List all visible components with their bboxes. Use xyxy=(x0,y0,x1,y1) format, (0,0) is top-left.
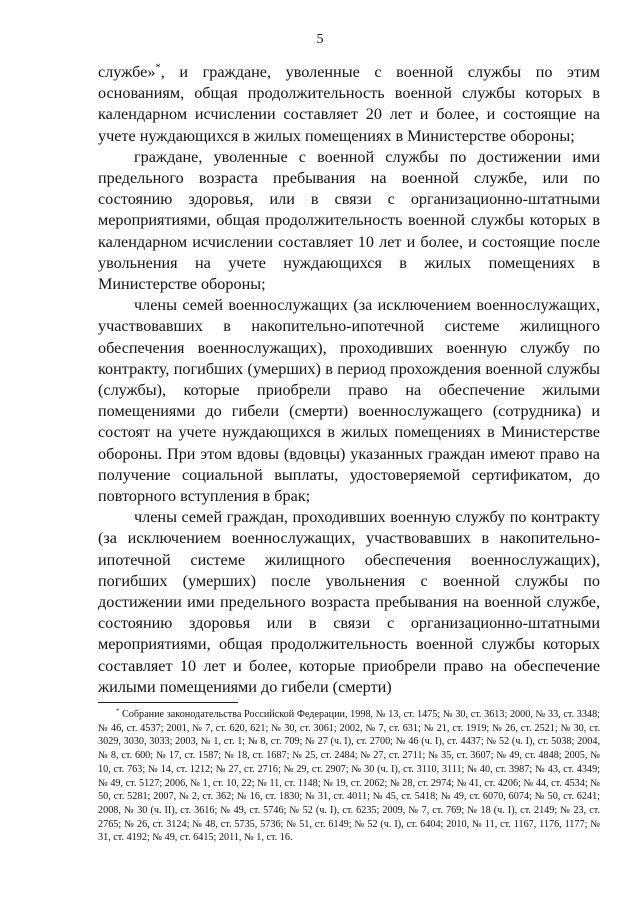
paragraph-1-text-end: , и граждане, уволенные с военной службы по этим основаниям, общая продолжительность военной службы которых в календарном исчислении составляет 20 лет и более, и состоящие на учете нуждающихся в жилых помещениях в Министерстве обороны; xyxy=(98,63,600,145)
paragraph-1-text-start: службе» xyxy=(98,63,156,81)
footnote-separator xyxy=(98,702,238,703)
paragraph-2: граждане, уволенные с военной службы по достижении ими предельного возраста пребывания на военной службе, или по состоянию здоровья, или в связи с организационно-штатными мероприятиями, общая продолжительность военной службы которых в календарном исчислении составляет 10 лет и более, и состоящие после увольнения на учете нуждающихся в жилых помещениях в Министерстве обороны; xyxy=(98,147,600,294)
paragraph-1 xyxy=(98,62,600,147)
footnote xyxy=(98,708,600,845)
footnote-reference-mark: * xyxy=(155,62,161,74)
paragraph-3: члены семей военнослужащих (за исключением военнослужащих, участвовавших в накопительно-ипотечной системе жилищного обеспечения военнослужащих), проходивших военную службу по контракту, погибших (умерших) в период прохождения военной службы (службы), которые приобрели право на обеспечение жилыми помещениями до гибели (смерти) военнослужащего (сотрудника) и состоят на учете нуждающихся в жилых помещениях в Министерстве обороны. При этом вдовы (вдовцы) указанных граждан имеют право на получение социальной выплаты, удостоверяемой сертификатом, до повторного вступления в брак; xyxy=(98,296,600,506)
main-text xyxy=(98,62,600,698)
footnote-mark: * xyxy=(116,707,120,715)
footnote-text xyxy=(98,708,600,845)
paragraph-4: члены семей граждан, проходивших военную службу по контракту (за исключением военнослужащих, участвовавших в накопительно-ипотечной системе жилищного обеспечения военнослужащих), погибших (умерших) после увольнения с военной службы по достижении ими предельного возраста пребывания на военной службе, состоянию здоровья или в связи с организационно-штатными мероприятиями, общая продолжительность военной службы которых составляет 10 лет и более, которые приобрели право на обеспечение жилыми помещениями до гибели (смерти) xyxy=(98,508,600,696)
footnote-citation: Собрание законодательства Российской Федерации, 1998, № 13, ст. 1475; № 30, ст. 3613; 2000, № 33, ст. 3348; № 46, ст. 4537; 2001, № 7, ст. 620, 621; № 30, ст. 3061; 2002, № 7, ст. 631; № 21, ст. 1919; № 26, ст. 2521; № 30, ст. 3029, 3030, 3033; 2003, № 1, ст. 1; № 8, ст. 709; № 27 (ч. I), ст. 2700; № 46 (ч. I), ст. 4437; № 52 (ч. I), ст. 5038; 2004, № 8, ст. 600; № 17, ст. 1587; № 18, ст. 1687; № 25, ст. 2484; № 27, ст. 2711; № 35, ст. 3607; № 49, ст. 4848; 2005, № 10, ст. 763; № 14, ст. 1212; № 27, ст. 2716; № 29, ст. 2907; № 30 (ч. I), ст. 3110, 3111; № 40, ст. 3987; № 43, ст. 4349; № 49, ст. 5127; 2006, № 1, ст. 10, 22; № 11, ст. 1148; № 19, ст. 2062; № 28, ст. 2974; № 41, ст. 4206; № 44, ст. 4534; № 50, ст. 5281; 2007, № 2, ст. 362; № 16, ст. 1830; № 31, ст. 4011; № 45, ст. 5418; № 49, ст. 6070, 6074; № 50, ст. 6241; 2008, № 30 (ч. II), ст. 3616; № 49, ст. 5746; № 52 (ч. I), ст. 6235; 2009, № 7, ст. 769; № 18 (ч. I), ст. 2149; № 23, ст. 2765; № 26, ст. 3124; № 48, ст. 5735, 5736; № 51, ст. 6149; № 52 (ч. I), ст. 6404; 2010, № 11, ст. 1167, 1176, 1177; № 31, ст. 4192; № 49, ст. 6415; 2011, № 1, ст. 16. xyxy=(98,709,600,844)
page-number: 5 xyxy=(316,32,324,47)
